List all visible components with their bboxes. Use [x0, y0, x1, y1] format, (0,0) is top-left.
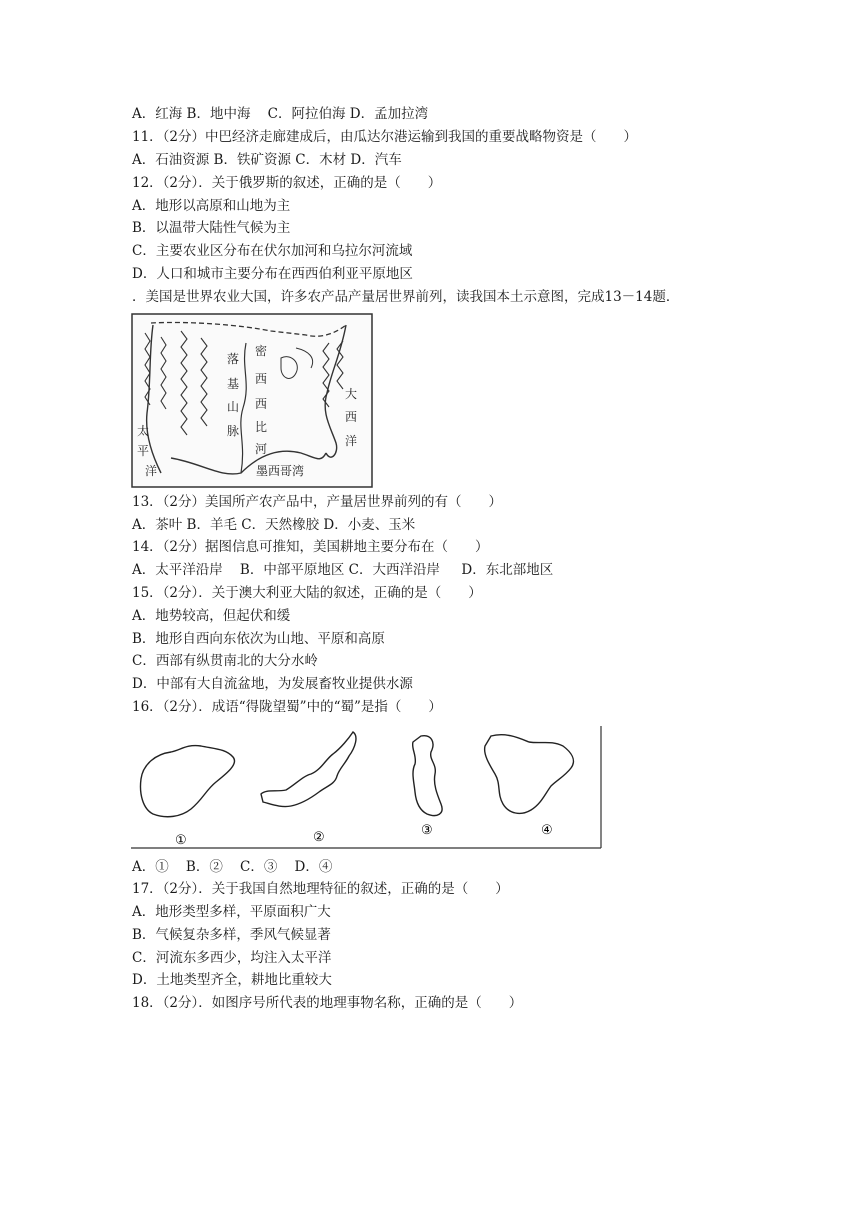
svg-text:平: 平	[137, 444, 150, 458]
option-q17-a: A．地形类型多样，平原面积广大	[132, 904, 331, 920]
option-q15-a: A．地势较高，但起伏和缓	[132, 608, 291, 624]
option-q12-c: C．主要农业区分布在伏尔加河和乌拉尔河流域	[132, 243, 413, 259]
question-11: 11．（2分）中巴经济走廊建成后，由瓜达尔港运输到我国的重要战略物资是（ ）	[132, 129, 638, 145]
svg-text:西: 西	[255, 372, 268, 386]
question-12: 12．（2分）．关于俄罗斯的叙述，正确的是（ ）	[132, 175, 442, 191]
shape-label-1: ①	[175, 833, 187, 848]
question-13: 13．（2分）美国所产农产品中，产量居世界前列的有（ ）	[132, 494, 503, 510]
svg-text:西: 西	[345, 410, 358, 424]
svg-text:西: 西	[255, 397, 268, 411]
atlantic-ocean-label	[345, 386, 357, 448]
svg-text:洋: 洋	[345, 434, 358, 448]
option-q15-d: D．中部有大自流盆地，为发展畜牧业提供水源	[132, 676, 413, 692]
question-15: 15．（2分）．关于澳大利亚大陆的叙述，正确的是（ ）	[132, 585, 482, 601]
option-q15-c: C．西部有纵贯南北的大分水岭	[132, 653, 318, 669]
shape-label-2: ②	[313, 830, 325, 845]
svg-text:基: 基	[227, 377, 240, 391]
usa-map-figure	[131, 313, 373, 488]
option-q12-a: A．地形以高原和山地为主	[132, 198, 291, 214]
options-q10: A．红海 B．地中海 C．阿拉伯海 D．孟加拉湾	[132, 106, 429, 122]
question-17: 17．（2分）．关于我国自然地理特征的叙述，正确的是（ ）	[132, 881, 509, 897]
svg-text:脉: 脉	[227, 424, 240, 438]
option-q17-d: D．土地类型齐全，耕地比重较大	[132, 972, 332, 988]
svg-text:比: 比	[255, 420, 268, 434]
option-q12-d: D．人口和城市主要分布在西西伯利亚平原地区	[132, 266, 413, 282]
gulf-of-mexico-label: 墨西哥湾	[256, 464, 305, 478]
option-q17-c: C．河流东多西少，均注入太平洋	[132, 950, 332, 966]
svg-text:河: 河	[255, 442, 268, 456]
question-18: 18．（2分）．如图序号所代表的地理事物名称，正确的是（ ）	[132, 995, 523, 1011]
options-q11: A．石油资源 B．铁矿资源 C．木材 D．汽车	[132, 152, 402, 168]
svg-text:大: 大	[345, 387, 358, 401]
option-q15-b: B．地形自西向东依次为山地、平原和高原	[132, 631, 385, 647]
question-16: 16．（2分）．成语“得陇望蜀”中的“蜀”是指（ ）	[132, 699, 442, 715]
options-q13: A．茶叶 B．羊毛 C．天然橡胶 D．小麦、玉米	[132, 517, 416, 533]
svg-text:洋: 洋	[145, 464, 158, 478]
svg-text:密: 密	[255, 344, 268, 358]
options-q14: A．太平洋沿岸 B．中部平原地区 C．大西洋沿岸 D．东北部地区	[132, 562, 554, 578]
question-14: 14．（2分）据图信息可推知，美国耕地主要分布在（ ）	[132, 539, 489, 555]
svg-text:山: 山	[227, 400, 240, 414]
shape-label-3: ③	[421, 823, 433, 838]
svg-text:落: 落	[227, 352, 240, 366]
options-q16: A．① B．② C．③ D．④	[132, 859, 333, 875]
option-q12-b: B．以温带大陆性气候为主	[132, 220, 291, 236]
svg-text:太: 太	[137, 424, 150, 438]
province-shapes-figure	[131, 724, 603, 850]
intro-q13-14: ．美国是世界农业大国，许多农产品产量居世界前列，读我国本土示意图，完成13－14题．	[132, 289, 680, 305]
option-q17-b: B．气候复杂多样，季风气候显著	[132, 927, 331, 943]
shape-label-4: ④	[541, 823, 553, 838]
